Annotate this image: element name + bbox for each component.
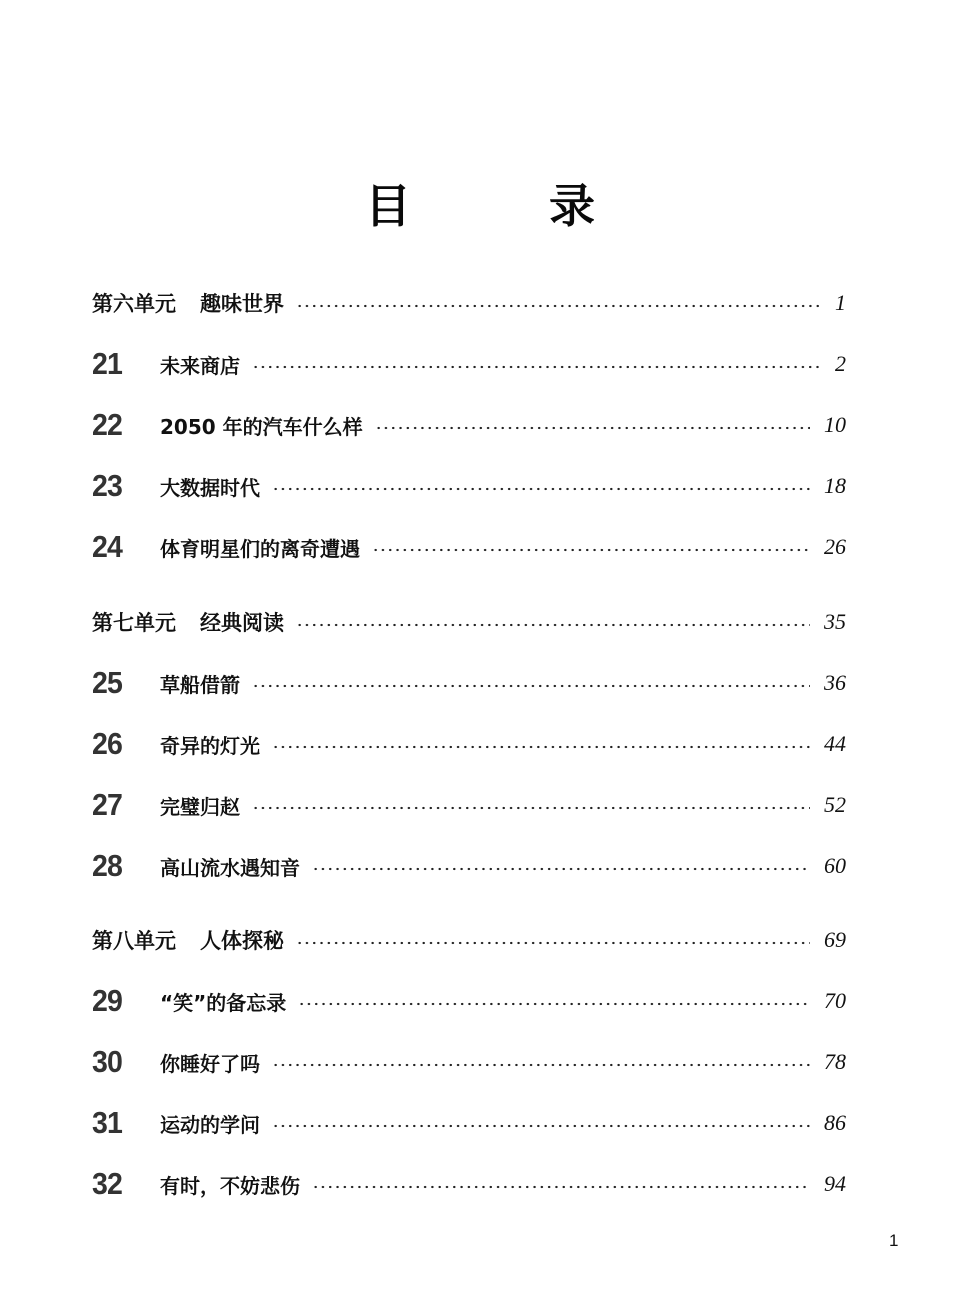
toc-lesson-row[interactable] bbox=[92, 529, 846, 565]
lesson-title: 完璧归赵 bbox=[160, 794, 240, 819]
page-number: 86 bbox=[824, 1110, 846, 1135]
page-number: 35 bbox=[824, 609, 846, 634]
unit-label: 第六单元 bbox=[92, 292, 176, 316]
lesson-title: 你睡好了吗 bbox=[160, 1051, 260, 1076]
toc-lesson-row[interactable] bbox=[92, 1105, 846, 1141]
dot-leader bbox=[252, 365, 821, 369]
page-number: 60 bbox=[824, 853, 846, 878]
lesson-number: 21 bbox=[92, 346, 122, 381]
page-number: 44 bbox=[824, 731, 846, 756]
page-number: 2 bbox=[835, 351, 846, 376]
page-number: 70 bbox=[824, 988, 846, 1013]
toc-unit-row[interactable] bbox=[92, 922, 846, 958]
page-number: 78 bbox=[824, 1049, 846, 1074]
dot-leader bbox=[252, 806, 810, 810]
dot-leader bbox=[272, 1124, 810, 1128]
toc-lesson-row[interactable] bbox=[92, 468, 846, 504]
dot-leader bbox=[296, 304, 821, 308]
dot-leader bbox=[312, 1185, 810, 1189]
lesson-number: 24 bbox=[92, 529, 122, 564]
toc-unit-row[interactable] bbox=[92, 604, 846, 640]
unit-title: 趣味世界 bbox=[200, 292, 284, 316]
footer-page-number: 1 bbox=[889, 1231, 899, 1250]
toc-lesson-row[interactable] bbox=[92, 726, 846, 762]
dot-leader bbox=[296, 941, 810, 945]
lesson-number: 27 bbox=[92, 787, 122, 822]
dot-leader bbox=[252, 684, 810, 688]
unit-title: 人体探秘 bbox=[200, 929, 284, 953]
toc-lesson-row[interactable] bbox=[92, 407, 846, 443]
lesson-title: 草船借箭 bbox=[160, 672, 240, 697]
dot-leader bbox=[375, 426, 810, 430]
page-title: 目 录 bbox=[365, 179, 641, 233]
toc-lesson-row[interactable] bbox=[92, 787, 846, 823]
unit-label: 第八单元 bbox=[92, 929, 176, 953]
lesson-number: 30 bbox=[92, 1044, 122, 1079]
lesson-number: 31 bbox=[92, 1105, 122, 1140]
lesson-title: “笑”的备忘录 bbox=[160, 990, 287, 1015]
dot-leader bbox=[272, 1063, 810, 1067]
lesson-title: 体育明星们的离奇遭遇 bbox=[160, 536, 360, 561]
lesson-number: 22 bbox=[92, 407, 122, 442]
unit-label: 第七单元 bbox=[92, 611, 176, 635]
dot-leader bbox=[372, 548, 810, 552]
dot-leader bbox=[272, 487, 810, 491]
lesson-number: 32 bbox=[92, 1166, 122, 1201]
lesson-number: 25 bbox=[92, 665, 122, 700]
dot-leader bbox=[296, 623, 810, 627]
toc-lesson-row[interactable] bbox=[92, 983, 846, 1019]
page-number: 94 bbox=[824, 1171, 846, 1196]
page-number: 69 bbox=[824, 927, 846, 952]
page-number: 1 bbox=[835, 290, 846, 315]
lesson-title: 奇异的灯光 bbox=[160, 733, 260, 758]
page-number: 10 bbox=[824, 412, 846, 437]
dot-leader bbox=[298, 1002, 810, 1006]
lesson-number: 28 bbox=[92, 848, 122, 883]
toc-lesson-row[interactable] bbox=[92, 1166, 846, 1202]
page-number: 26 bbox=[824, 534, 846, 559]
toc-lesson-row[interactable] bbox=[92, 1044, 846, 1080]
toc-lesson-row[interactable] bbox=[92, 346, 846, 382]
unit-title: 经典阅读 bbox=[200, 611, 284, 635]
dot-leader bbox=[312, 867, 810, 871]
page-number: 18 bbox=[824, 473, 846, 498]
page-number: 36 bbox=[824, 670, 846, 695]
lesson-title: 大数据时代 bbox=[160, 475, 260, 500]
lesson-title: 未来商店 bbox=[160, 353, 240, 378]
toc-unit-row[interactable] bbox=[92, 285, 846, 321]
lesson-title: 2050 年的汽车什么样 bbox=[160, 414, 363, 439]
lesson-title: 有时，不妨悲伤 bbox=[160, 1173, 300, 1198]
dot-leader bbox=[272, 745, 810, 749]
lesson-title: 运动的学问 bbox=[160, 1112, 260, 1137]
page-number: 52 bbox=[824, 792, 846, 817]
toc-lesson-row[interactable] bbox=[92, 848, 846, 884]
lesson-number: 29 bbox=[92, 983, 122, 1018]
lesson-number: 23 bbox=[92, 468, 122, 503]
toc-lesson-row[interactable] bbox=[92, 665, 846, 701]
lesson-title: 高山流水遇知音 bbox=[160, 855, 300, 880]
lesson-number: 26 bbox=[92, 726, 122, 761]
